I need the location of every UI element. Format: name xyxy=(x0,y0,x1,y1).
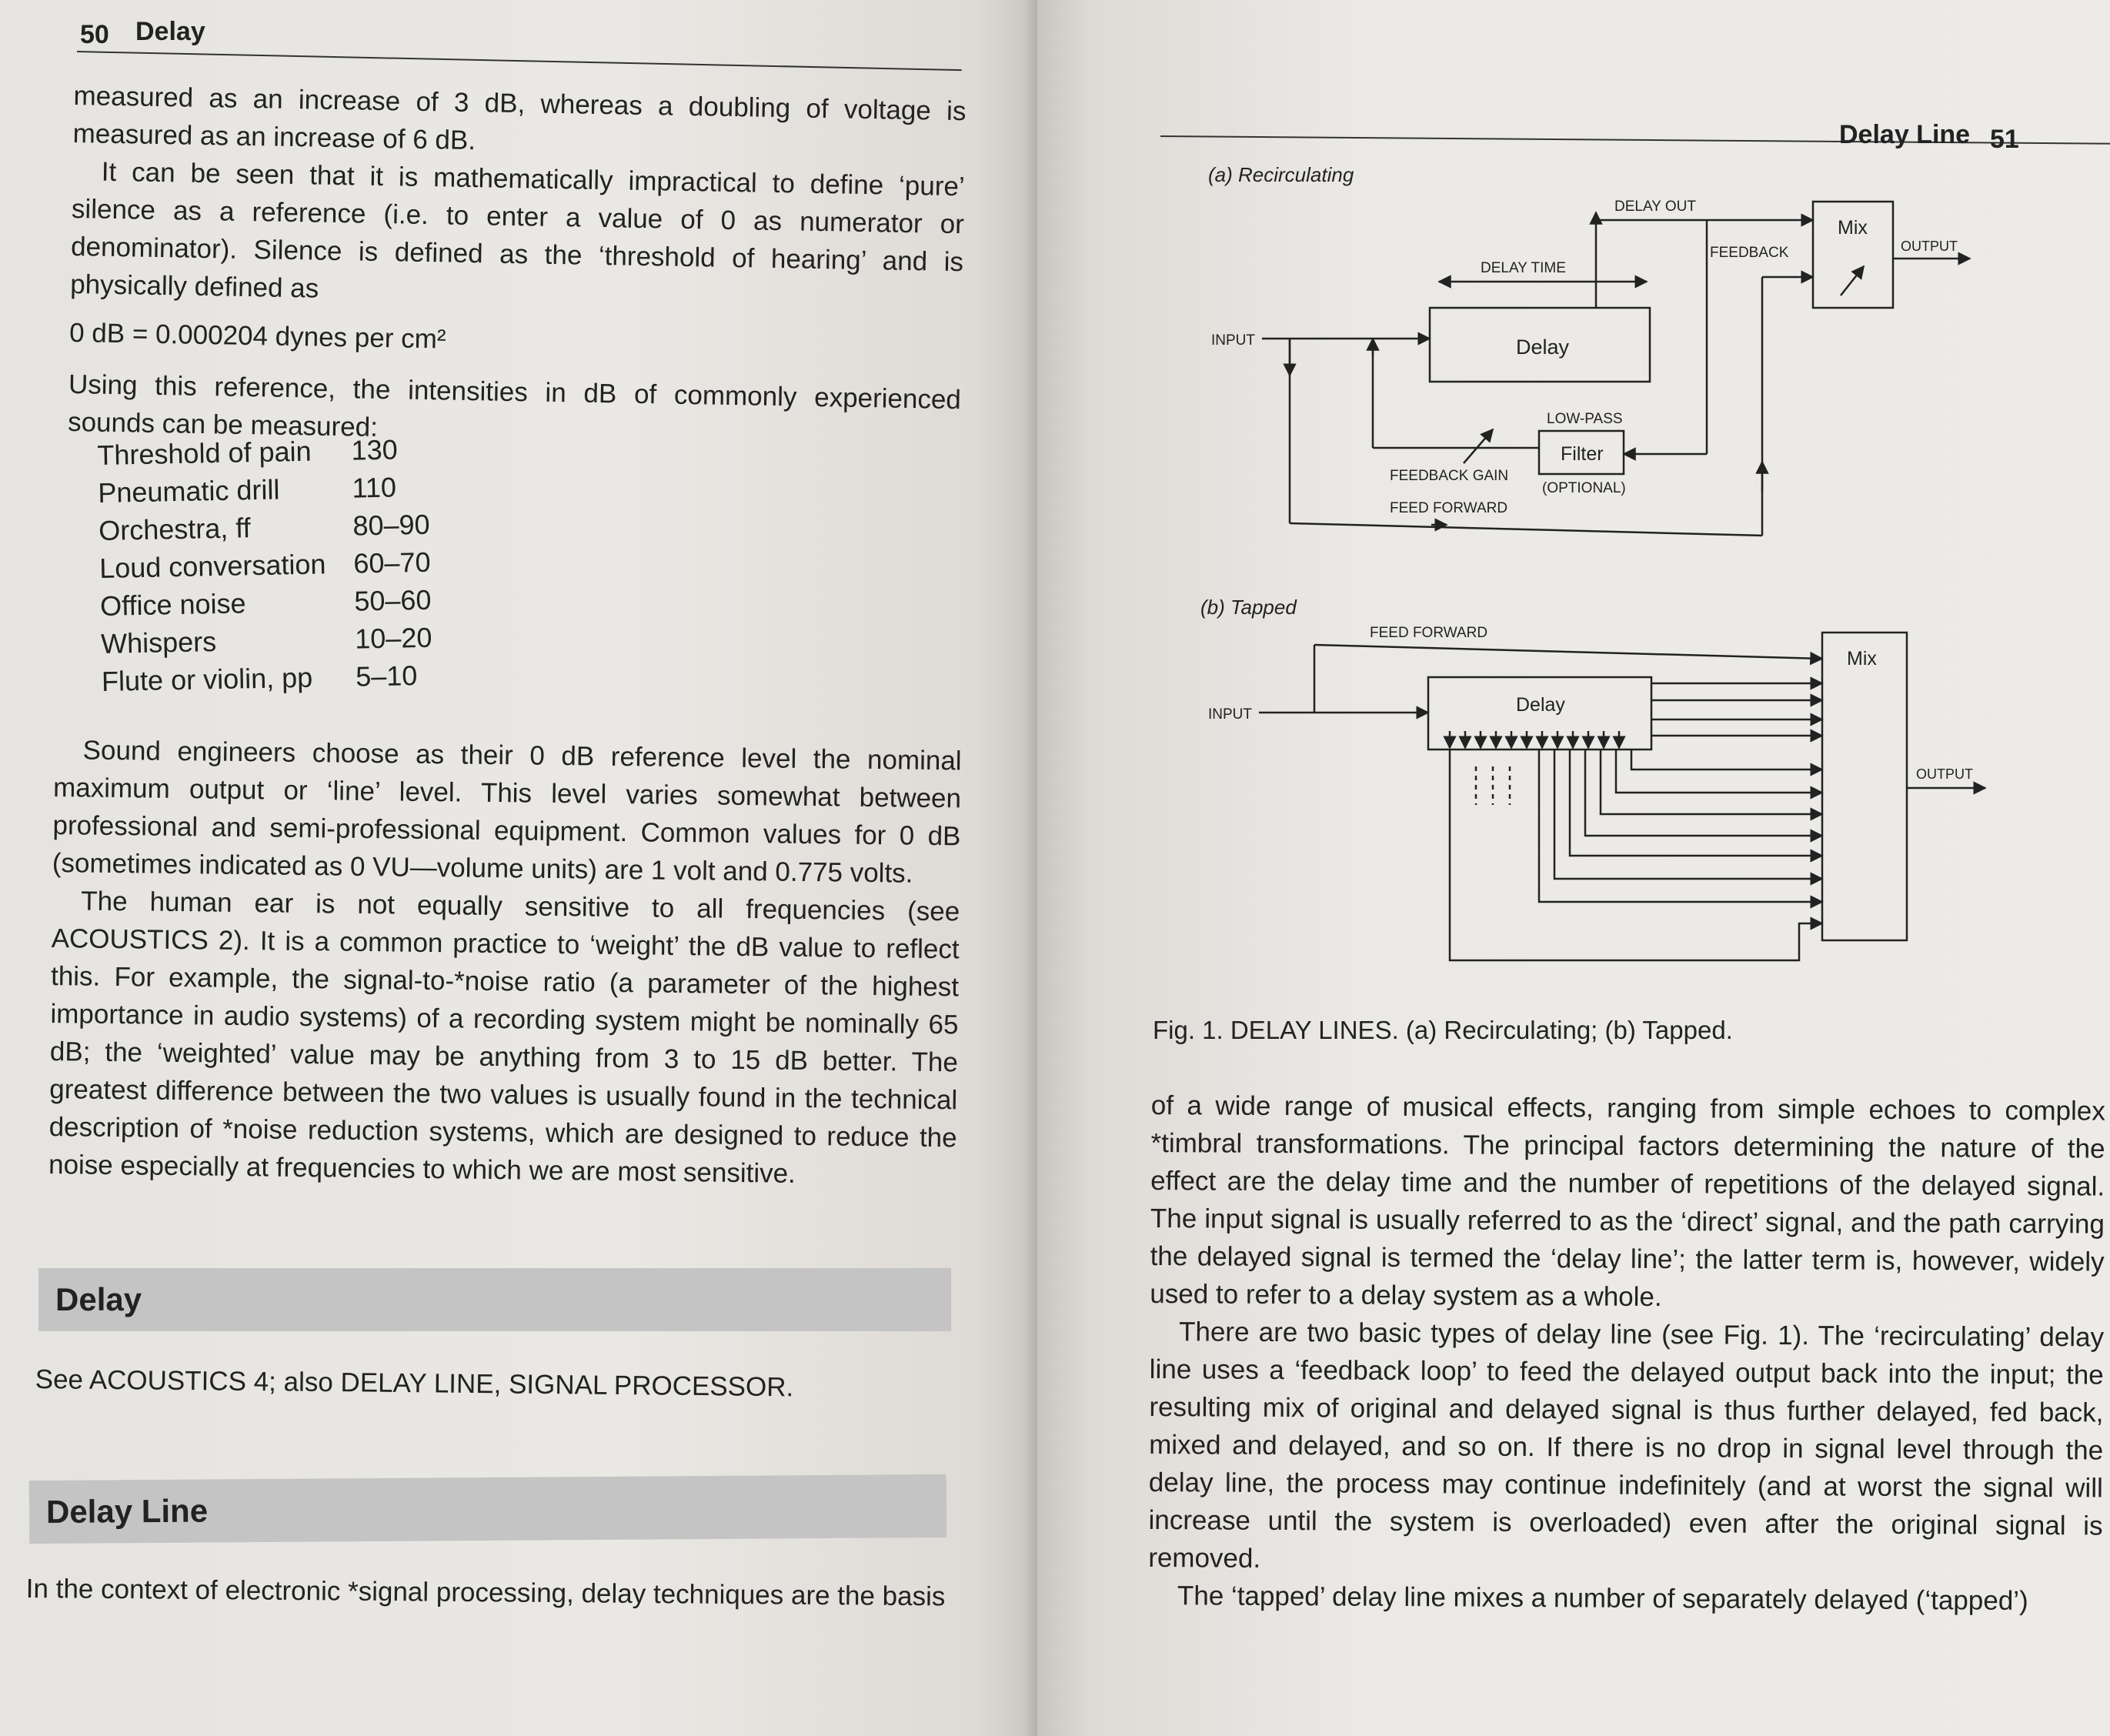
left-page xyxy=(0,0,1037,1736)
sound-source: Threshold of pain xyxy=(97,435,312,471)
label-input-b: INPUT xyxy=(1208,706,1252,723)
right-text-block xyxy=(1148,1087,2105,1621)
tapped-mix-box xyxy=(1822,633,1907,940)
label-feedback-gain: FEEDBACK GAIN xyxy=(1390,468,1509,484)
tap-dots xyxy=(1476,766,1510,805)
label-feedback: FEEDBACK xyxy=(1710,245,1789,261)
label-delay-out: DELAY OUT xyxy=(1614,199,1696,215)
paragraph: Sound engineers choose as their 0 dB reference level the nominal maximum output or ‘line’ level. This level varies somewhat between professional and semi-professional equipment. Common values for 0 dB (sometimes indicated as 0 VU—volume units) are 1 volt and 0.775 volts. xyxy=(52,735,962,889)
panel-b-title: (b) Tapped xyxy=(1200,596,1297,619)
delay-see-also: See ACOUSTICS 4; also DELAY LINE, SIGNAL PROCESSOR. xyxy=(35,1364,794,1403)
delay-line-paragraph: In the context of electronic *signal processing, delay techniques are the basis xyxy=(25,1573,946,1612)
tapped-diagram xyxy=(1259,633,1985,960)
label-delay-time: DELAY TIME xyxy=(1481,260,1566,276)
sound-level: 50–60 xyxy=(353,583,432,617)
sound-levels-table xyxy=(97,432,433,703)
paragraph: Using this reference, the intensities in dB of commonly experienced sounds can be measured: xyxy=(67,369,962,442)
sound-source: Whispers xyxy=(100,626,217,659)
sound-level: 10–20 xyxy=(354,621,432,655)
left-running-head: Delay xyxy=(135,17,205,46)
delay-heading-bar xyxy=(38,1268,951,1331)
right-page xyxy=(1037,0,2110,1736)
sound-row xyxy=(102,659,433,703)
sound-row xyxy=(100,583,432,627)
delay-lines-figure xyxy=(1037,146,2110,1039)
paragraph: It can be seen that it is mathematically impractical to define ‘pure’ silence as a reference (i.e. to enter a value of 0 as numerator or denominator). Silence is defined as the ‘threshold of hearing’ and is physically defined as xyxy=(69,156,966,304)
sound-source: Orchestra, ff xyxy=(98,512,252,546)
delay-heading: Delay xyxy=(55,1281,142,1317)
sound-level: 110 xyxy=(352,471,397,504)
sound-source: Loud conversation xyxy=(98,548,326,584)
sound-row xyxy=(98,470,429,514)
sound-source: Flute or violin, pp xyxy=(101,661,313,697)
sound-level: 130 xyxy=(351,433,399,466)
label-output-b: OUTPUT xyxy=(1916,766,1973,782)
label-input-a: INPUT xyxy=(1211,332,1255,349)
sound-row xyxy=(99,546,431,589)
delay-line-heading-bar xyxy=(29,1474,947,1544)
paragraph: The ‘tapped’ delay line mixes a number of separately delayed (‘tapped’) xyxy=(1177,1581,2028,1616)
label-delay-a: Delay xyxy=(1516,336,1570,359)
delay-line-heading: Delay Line xyxy=(45,1492,209,1531)
label-feed-forward-b: FEED FORWARD xyxy=(1370,625,1488,641)
label-delay-b: Delay xyxy=(1516,694,1565,716)
label-optional: (OPTIONAL) xyxy=(1542,480,1626,496)
right-running-head: Delay Line xyxy=(1839,120,1971,149)
tap-arrows xyxy=(1450,731,1619,748)
paragraph: There are two basic types of delay line (see Fig. 1). The ‘recirculating’ delay line uses a ‘feedback loop’ to feed the delayed output back into the input; the resulting mix of original and delayed signal is thus further delayed, fed back, mixed and delayed, and so on. If there is no drop in signal level through the delay line, the process may continue indefinitely (and at worst the signal will increase until the system is overloaded) even after the original signal is removed. xyxy=(1148,1317,2105,1574)
left-text-block-mid xyxy=(48,731,962,1194)
label-low-pass: LOW-PASS xyxy=(1547,411,1623,427)
sound-row xyxy=(97,432,429,476)
sound-level: 5–10 xyxy=(355,659,418,693)
paragraph: The human ear is not equally sensitive to all frequencies (see ACOUSTICS 2). It is a common practice to ‘weight’ the dB value to reflect this. For example, the signal-to-*noise ratio (a parameter of the highest importance in audio systems) of a recording system might be nominally 65 dB; the ‘weighted’ value may be anything from 3 to 15 dB better. The greatest difference between the two values is usually found in the technical description of *noise reduction systems, which are designed to reduce the noise especially at frequencies to which we are most sensitive. xyxy=(48,886,960,1189)
label-output-a: OUTPUT xyxy=(1901,239,1958,254)
sound-source: Pneumatic drill xyxy=(97,473,280,509)
tap-lines xyxy=(1450,683,1822,960)
panel-a-title: (a) Recirculating xyxy=(1208,163,1354,186)
sound-row xyxy=(101,621,432,665)
label-mix-a: Mix xyxy=(1838,217,1868,239)
label-mix-b: Mix xyxy=(1847,648,1877,669)
label-feed-forward-a: FEED FORWARD xyxy=(1390,500,1508,516)
right-page-number: 51 xyxy=(1990,125,2019,154)
paragraph: of a wide range of musical effects, ranging from simple echoes to complex *timbral transformations. The principal factors determining the nature of the effect are the delay time and the number of repetitions of the delayed signal. The input signal is usually referred to as the ‘direct’ signal, and the path carrying the delayed signal is termed the ‘delay line’; the latter term is, however, widely used to refer to a delay system as a whole. xyxy=(1150,1090,2105,1313)
formula: 0 dB = 0.000204 dynes per cm² xyxy=(68,317,446,355)
left-header-rule xyxy=(77,51,962,71)
paragraph: measured as an increase of 3 dB, whereas a doubling of voltage is measured as an increase of 6 dB. xyxy=(72,80,967,156)
sound-level: 80–90 xyxy=(352,508,430,542)
label-filter: Filter xyxy=(1561,443,1604,465)
sound-level: 60–70 xyxy=(352,546,431,579)
left-page-number: 50 xyxy=(80,20,109,49)
left-text-block-top xyxy=(68,77,967,456)
figure-caption: Fig. 1. DELAY LINES. (a) Recirculating; (b) Tapped. xyxy=(1153,1016,1733,1044)
sound-row xyxy=(98,508,430,552)
sound-source: Office noise xyxy=(99,587,246,622)
